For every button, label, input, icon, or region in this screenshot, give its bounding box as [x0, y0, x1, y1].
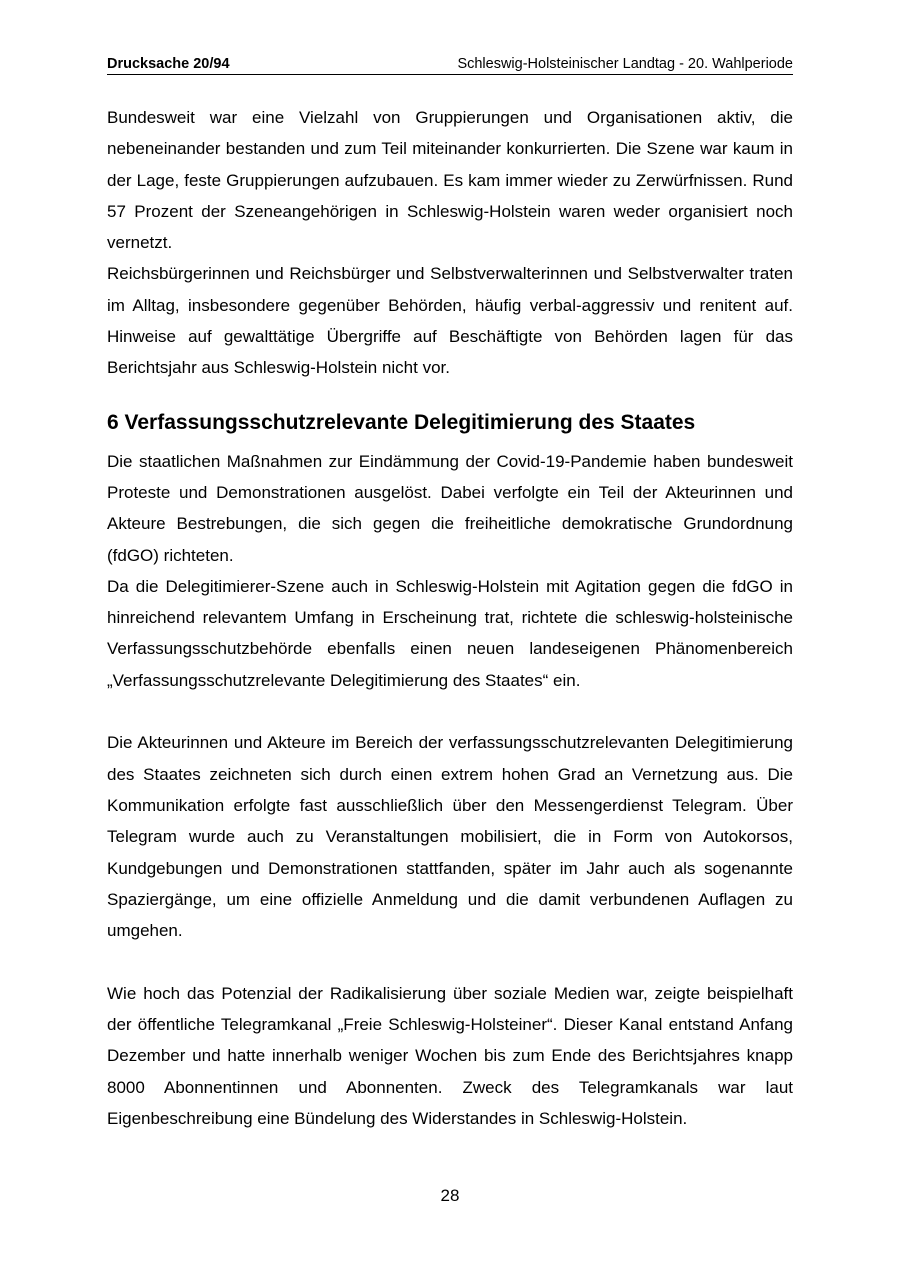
paragraph-organizations: Bundesweit war eine Vielzahl von Gruppierungen und Organisationen aktiv, die nebeneinander bestanden und zum Teil miteinander konkurrierten. Die Szene war kaum in der Lage, feste Gruppierungen aufzubauen. Es kam immer wieder zu Zerwürfnissen. Rund 57 Prozent der Szeneangehörigen in Schleswig-Holstein waren weder organisiert noch vernetzt. [107, 108, 793, 253]
paragraph-covid-protests: Die staatlichen Maßnahmen zur Eindämmung der Covid-19-Pandemie haben bundesweit Proteste und Demonstrationen ausgelöst. Dabei verfolgte ein Teil der Akteurinnen und Akteure Bestrebungen, die sich gegen die freiheitliche demokratische Grundordnung (fdGO) richteten. [107, 451, 793, 565]
document-number: Drucksache 20/94 [107, 56, 230, 72]
paragraph-telegram-channel: Wie hoch das Potenzial der Radikalisierung über soziale Medien war, zeigte beispielhaft der öffentliche Telegramkanal „Freie Schleswig-Holsteiner“. Dieser Kanal entstand Anfang Dezember und hatte innerhalb weniger Wochen bis zum Ende des Berichtsjahres knapp 8000 Abonnentinnen und Abonnenten. Zweck des Telegramkanals war laut Eigenbeschreibung eine Bündelung des Widerstandes in Schleswig-Holstein. [107, 983, 793, 1128]
page-header [107, 54, 793, 75]
paragraph-behavior: Reichsbürgerinnen und Reichsbürger und Selbstverwalterinnen und Selbstverwalter traten im Alltag, insbesondere gegenüber Behörden, häufig verbal-aggressiv und renitent auf. Hinweise auf gewalttätige Übergriffe auf Beschäftigte von Behörden lagen für das Berichtsjahr aus Schleswig-Holstein nicht vor. [107, 264, 793, 378]
page-number: 28 [440, 1186, 460, 1205]
section-heading: 6 Verfassungsschutzrelevante Delegitimierung des Staates [107, 410, 696, 434]
paragraph-networking: Die Akteurinnen und Akteure im Bereich der verfassungsschutzrelevanten Delegitimierung des Staates zeichneten sich durch einen extrem hohen Grad an Vernetzung aus. Die Kommunikation erfolgte fast ausschließlich über den Messengerdienst Telegram. Über Telegram wurde auch zu Veranstaltungen mobilisiert, die in Form von Autokorsos, Kundgebungen und Demonstrationen stattfanden, später im Jahr auch als sogenannte Spaziergänge, um eine offizielle Anmeldung und die damit verbundenen Auflagen zu umgehen. [107, 733, 793, 941]
parliament-title: Schleswig-Holsteinischer Landtag - 20. Wahlperiode [457, 56, 793, 72]
page-body [107, 102, 793, 1134]
paragraph-new-phenomenon: Da die Delegitimierer-Szene auch in Schleswig-Holstein mit Agitation gegen die fdGO in hinreichend relevantem Umfang in Erscheinung trat, richtete die schleswig-holsteinische Verfassungsschutzbehörde ebenfalls einen neuen landeseigenen Phänomenbereich „Verfassungsschutzrelevante Delegitimierung des Staates“ ein. [107, 576, 793, 690]
